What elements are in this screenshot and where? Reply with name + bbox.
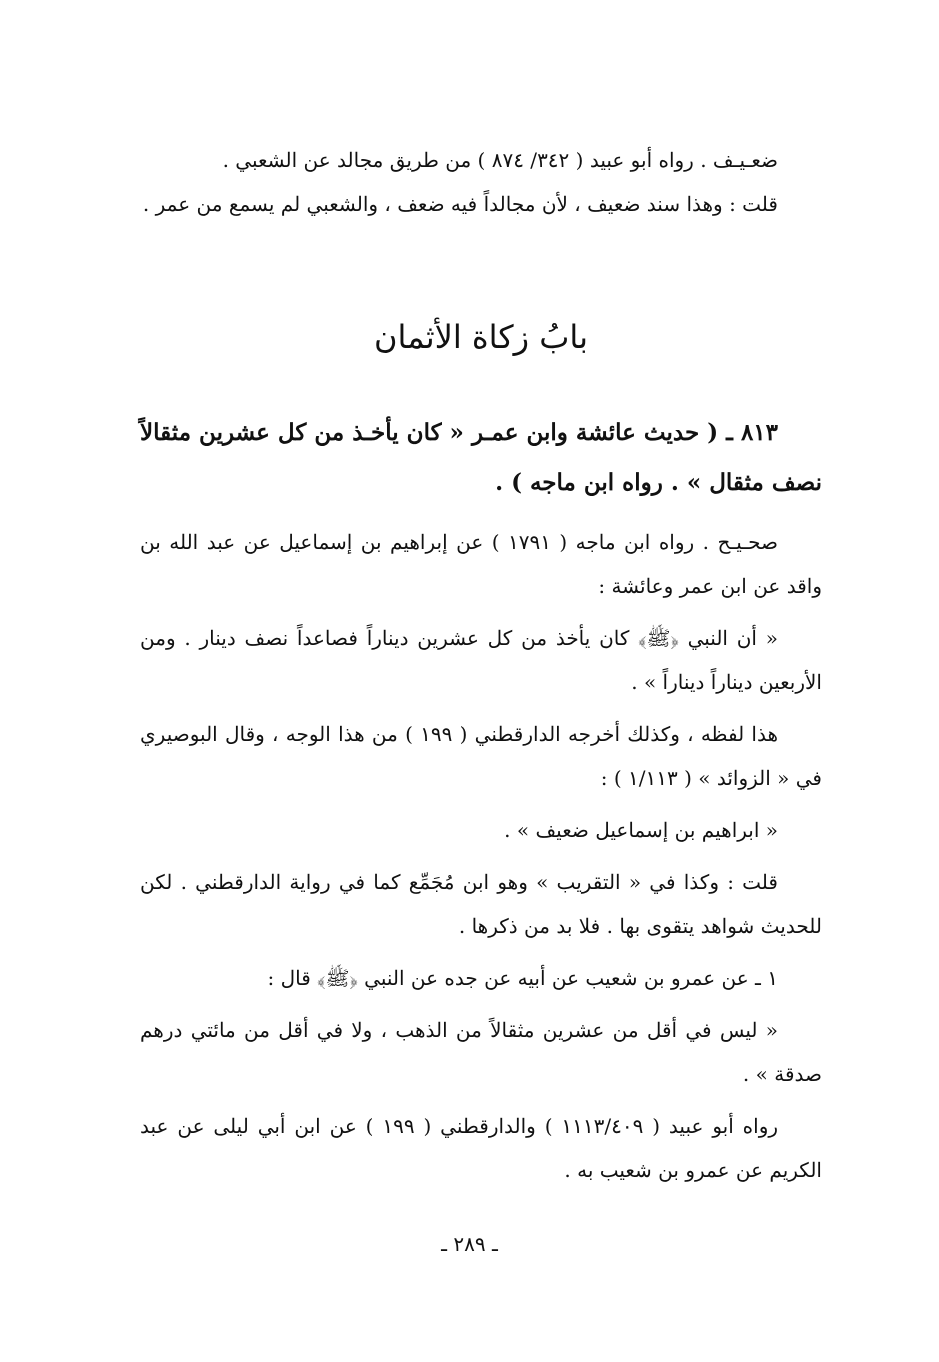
page-number: ـ ٢٨٩ ـ xyxy=(441,1232,498,1256)
chapter-title: بابُ زكاة الأثمان xyxy=(373,318,589,356)
quote-paragraph: « أن النبي ﴿ﷺ﴾ كان يأخذ من كل عشرين ديناراً فصاعداً نصف دينار . ومن الأربعين ديناراً ديناراً » . xyxy=(140,626,822,694)
quote-paragraph: « ليس في أقل من عشرين مثقالاً من الذهب ، ولا في أقل من مائتي درهم صدقة » . xyxy=(140,1018,822,1086)
book-page xyxy=(140,138,822,1192)
quote-paragraph: « ابراهيم بن إسماعيل ضعيف » . xyxy=(504,818,778,842)
grading-paragraph: صحـيـح . رواه ابن ماجه ( ١٧٩١ ) عن إبراهيم بن إسماعيل عن عبد الله بن واقد عن ابن عمر وعائشة : xyxy=(140,530,822,598)
source-paragraph: رواه أبو عبيد ( ١١١٣/٤٠٩ ) والدارقطني ( ١٩٩ ) عن ابن أبي ليلى عن عبد الكريم عن عمرو بن شعيب به . xyxy=(140,1114,822,1182)
witness-paragraph: ١ ـ عن عمرو بن شعيب عن أبيه عن جده عن النبي ﴿ﷺ﴾ قال : xyxy=(267,966,778,990)
takhrij-paragraph: ضعـيـف . رواه أبو عبيد ( ٣٤٢/ ٨٧٤ ) من طريق مجالد عن الشعبي . xyxy=(222,148,778,172)
comment-paragraph: قلت : وكذا في « التقريب » وهو ابن مُجَمِّع كما في رواية الدارقطني . لكن للحديث شواهد يتقوى بها . فلا بد من ذكرها . xyxy=(140,870,822,938)
source-paragraph: هذا لفظه ، وكذلك أخرجه الدارقطني ( ١٩٩ ) من هذا الوجه ، وقال البوصيري في « الزوائد » ( ١/١١٣ ) : xyxy=(140,722,822,790)
comment-paragraph: قلت : وهذا سند ضعيف ، لأن مجالداً فيه ضعف ، والشعبي لم يسمع من عمر . xyxy=(142,192,778,216)
hadith-text: ٨١٣ ـ ( حديث عائشة وابن عمـر « كان يأخـذ من كل عشرين مثقالاً نصف مثقال » . رواه ابن ماجه ) . xyxy=(140,419,822,496)
